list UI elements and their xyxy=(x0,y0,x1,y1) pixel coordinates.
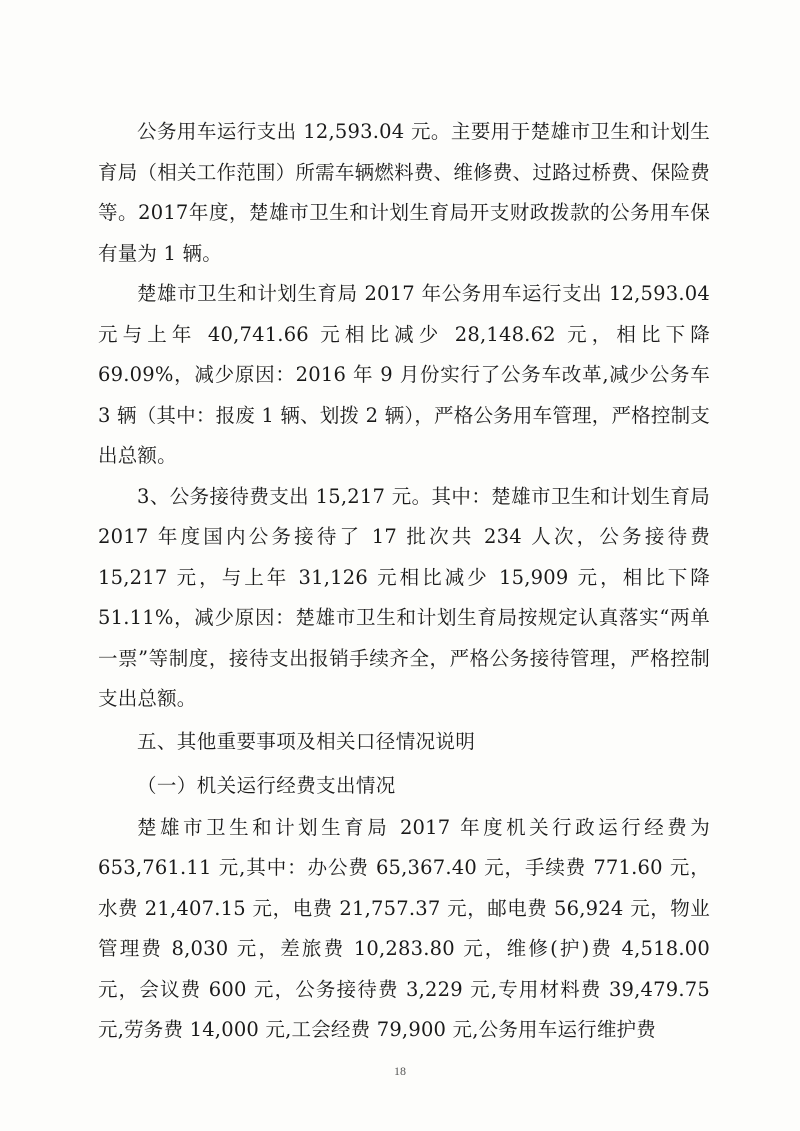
subsection-heading: （一）机关运行经费支出情况 xyxy=(137,773,396,797)
paragraph-vehicle-expense: 公务用车运行支出 12,593.04 元。主要用于楚雄市卫生和计划生育局（相关工作范围）所需车辆燃料费、维修费、过路过桥费、保险费等。2017年度，楚雄市卫生和计划生育局开支财政拨款的公务用车保有量为 1 辆。 xyxy=(98,120,710,265)
paragraph-operating-expenses: 楚雄市卫生和计划生育局 2017 年度机关行政运行经费为 653,761.11 元,其中：办公费 65,367.40 元，手续费 771.60 元，水费 21,407.15 元，电费 21,757.37 元，邮电费 56,924 元，物业管理费 8,030 元，差旅费 10,283.80 元，维修(护)费 4,518.00 元，会议费 600 元，公务接待费 3,229 元,专用材料费 39,479.75 元,劳务费 14,000 元,工会经费 79,900 元,公务用车运行维护费 xyxy=(98,815,710,1041)
paragraph-reception-expense: 3、公务接待费支出 15,217 元。其中：楚雄市卫生和计划生育局 2017 年度国内公务接待了 17 批次共 234 人次，公务接待费 15,217 元，与上年 31,126 元相比减少 15,909 元，相比下降 51.11%，减少原因：楚雄市卫生和计划生育局按规定认真落实“两单一票”等制度，接待支出报销手续齐全，严格公务接待管理，严格控制支出总额。 xyxy=(98,484,710,710)
document-body xyxy=(98,112,710,1051)
section-heading: 五、其他重要事项及相关口径情况说明 xyxy=(137,729,476,753)
page-number: 18 xyxy=(394,1064,406,1078)
paragraph-vehicle-comparison: 楚雄市卫生和计划生育局 2017 年公务用车运行支出 12,593.04元与上年 40,741.66 元相比减少 28,148.62 元，相比下降 69.09%，减少原因：2016 年 9 月份实行了公务车改革,减少公务车 3 辆（其中：报废 1 辆、划拨 2 辆），严格公务用车管理，严格控制支出总额。 xyxy=(98,282,710,467)
